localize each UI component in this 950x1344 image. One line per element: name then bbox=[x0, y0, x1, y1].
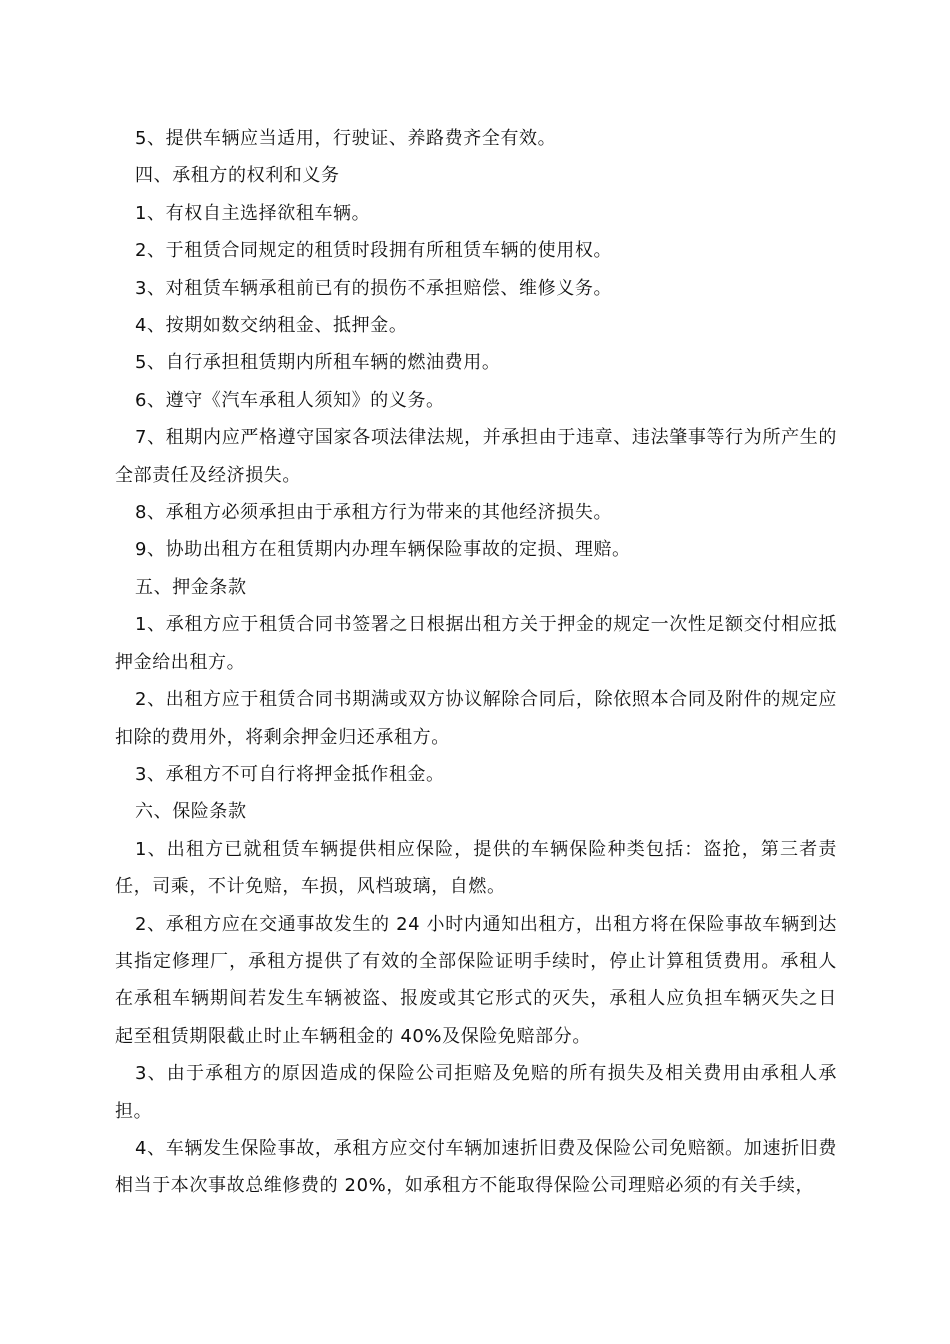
document-body bbox=[115, 120, 837, 1205]
clause-5-item-1: 1、承租方应于租赁合同书签署之日根据出租方关于押金的规定一次性足额交付相应抵押金给出租方。 bbox=[115, 614, 837, 673]
section-heading-4: 四、承租方的权利和义务 bbox=[135, 165, 340, 187]
clause-4-item-2: 2、于租赁合同规定的租赁时段拥有所租赁车辆的使用权。 bbox=[135, 240, 613, 262]
clause-5-item-2: 2、出租方应于租赁合同书期满或双方协议解除合同后，除依照本合同及附件的规定应扣除的费用外，将剩余押金归还承租方。 bbox=[115, 689, 837, 748]
clause-5-item-3: 3、承租方不可自行将押金抵作租金。 bbox=[135, 763, 445, 785]
clause-4-item-6: 6、遵守《汽车承租人须知》的义务。 bbox=[135, 389, 445, 411]
section-heading-6: 六、保险条款 bbox=[135, 801, 247, 823]
clause-4-item-4: 4、按期如数交纳租金、抵押金。 bbox=[135, 315, 408, 337]
clause-6-item-2: 2、承租方应在交通事故发生的 24 小时内通知出租方，出租方将在保险事故车辆到达其指定修理厂，承租方提供了有效的全部保险证明手续时，停止计算租赁费用。承租人在承租车辆期间若发生车辆被盗、报废或其它形式的灭失，承租人应负担车辆灭失之日起至租赁期限截止时止车辆租金的 40%及保险免赔部分。 bbox=[115, 913, 837, 1047]
clause-4-item-7: 7、租期内应严格遵守国家各项法律法规，并承担由于违章、违法肇事等行为所产生的全部责任及经济损失。 bbox=[115, 427, 837, 486]
clause-6-item-1: 1、出租方已就租赁车辆提供相应保险，提供的车辆保险种类包括：盗抢，第三者责任，司乘，不计免赔，车损，风档玻璃，自燃。 bbox=[115, 838, 837, 898]
clause-4-item-3: 3、对租赁车辆承租前已有的损伤不承担赔偿、维修义务。 bbox=[135, 277, 613, 299]
section-heading-5: 五、押金条款 bbox=[135, 576, 247, 598]
clause-4-item-1: 1、有权自主选择欲租车辆。 bbox=[135, 202, 371, 224]
clause-6-item-3: 3、由于承租方的原因造成的保险公司拒赔及免赔的所有损失及相关费用由承租人承担。 bbox=[115, 1063, 837, 1122]
clause-6-item-4: 4、车辆发生保险事故，承租方应交付车辆加速折旧费及保险公司免赔额。加速折旧费相当于本次事故总维修费的 20%，如承租方不能取得保险公司理赔必须的有关手续， bbox=[115, 1137, 837, 1197]
clause-4-item-9: 9、协助出租方在租赁期内办理车辆保险事故的定损、理赔。 bbox=[135, 539, 631, 561]
clause-4-item-5: 5、自行承担租赁期内所租车辆的燃油费用。 bbox=[135, 352, 501, 374]
clause-4-item-8: 8、承租方必须承担由于承租方行为带来的其他经济损失。 bbox=[135, 502, 613, 524]
clause-3-item-5: 5、提供车辆应当适用，行驶证、养路费齐全有效。 bbox=[135, 128, 557, 149]
